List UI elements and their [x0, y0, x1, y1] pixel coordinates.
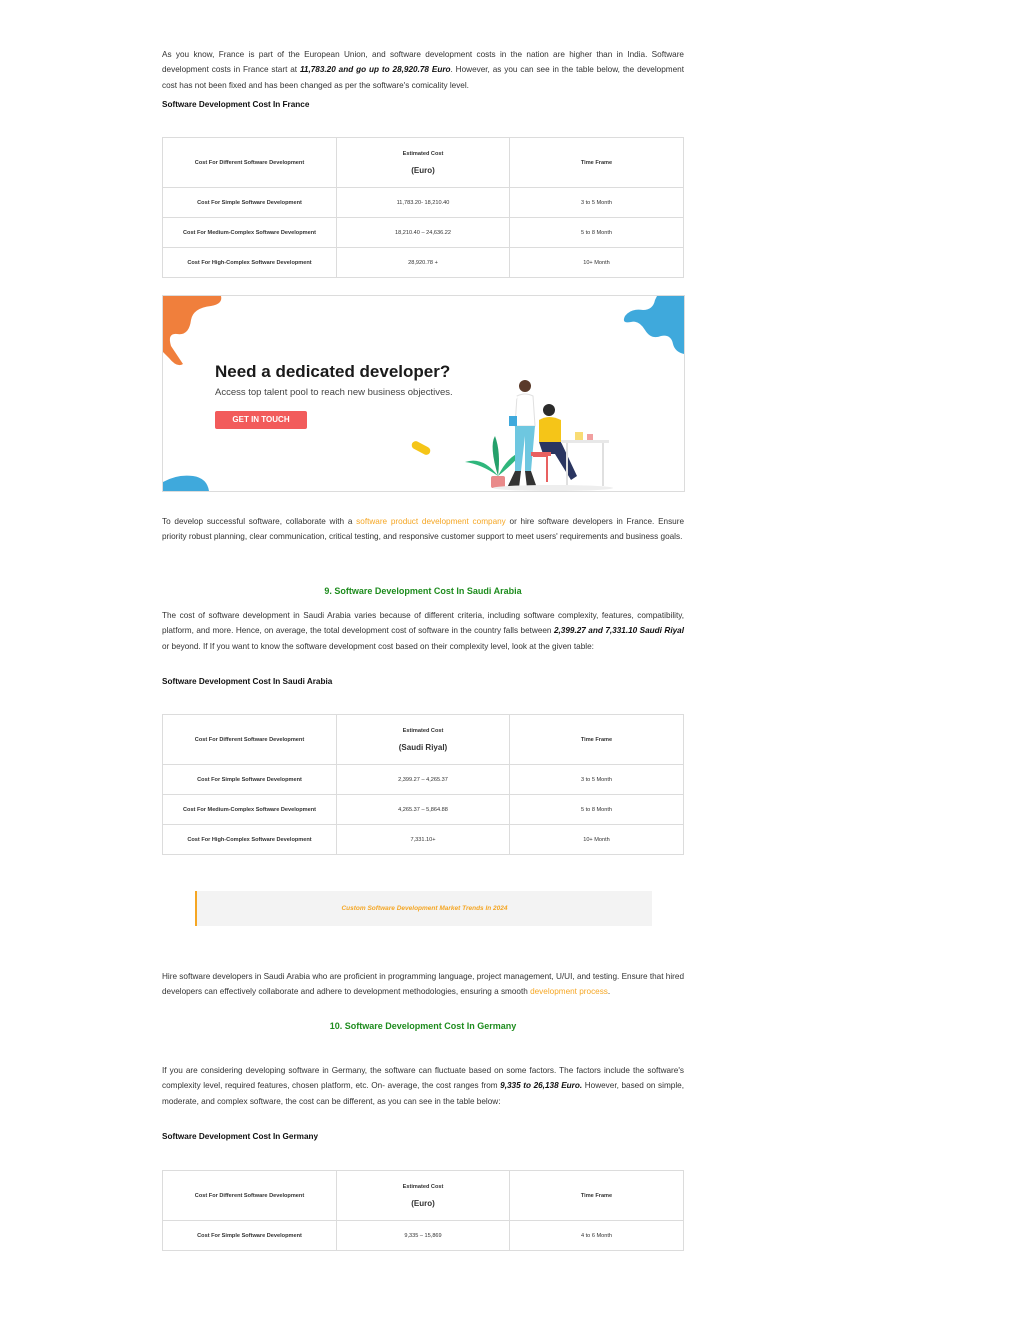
row-label: Cost For Medium-Complex Software Development	[163, 795, 337, 825]
row-cost: 28,920.78 +	[337, 248, 510, 278]
row-label: Cost For High-Complex Software Development	[163, 248, 337, 278]
row-time: 5 to 8 Month	[510, 218, 684, 248]
row-label: Cost For Simple Software Development	[163, 765, 337, 795]
col-header-type: Cost For Different Software Development	[163, 1171, 337, 1221]
col-header-cost: Estimated Cost (Euro)	[337, 138, 510, 188]
hire-developer-banner[interactable]	[162, 295, 685, 492]
germany-table-title: Software Development Cost In Germany	[162, 1132, 319, 1141]
saudi-cost-highlight: 2,399.27 and 7,331.10 Saudi Riyal	[553, 626, 684, 636]
row-time: 5 to 8 Month	[510, 795, 684, 825]
col-header-cost: Estimated Cost (Saudi Riyal)	[337, 715, 510, 765]
france-table-title: Software Development Cost In France	[162, 100, 310, 109]
row-cost: 7,331.10+	[337, 825, 510, 855]
germany-cost-table	[162, 1170, 684, 1251]
row-cost: 11,783.20- 18,210.40	[337, 188, 510, 218]
row-cost: 9,335 – 15,869	[337, 1221, 510, 1251]
col-header-time: Time Frame	[510, 138, 684, 188]
france-cost-highlight: 11,783.20 and go up to 28,920.78 Euro	[299, 65, 451, 75]
table-header-row	[163, 138, 684, 188]
row-time: 3 to 5 Month	[510, 188, 684, 218]
saudi-cost-table	[162, 714, 684, 855]
germany-cost-highlight: 9,335 to 26,138 Euro.	[500, 1081, 583, 1091]
col-header-type: Cost For Different Software Development	[163, 138, 337, 188]
market-trends-link[interactable]: Custom Software Development Market Trends In 2024	[341, 905, 508, 912]
table-row	[163, 188, 684, 218]
get-in-touch-button[interactable]: GET IN TOUCH	[215, 411, 307, 429]
market-trends-callout	[195, 891, 652, 926]
yellow-pill-shape	[410, 440, 431, 456]
banner-subtitle: Access top talent pool to reach new business objectives.	[215, 387, 453, 398]
orange-splash-shape	[163, 296, 221, 365]
col-header-time: Time Frame	[510, 715, 684, 765]
france-cost-table	[162, 137, 684, 278]
saudi-section-heading: 9. Software Development Cost In Saudi Arabia	[324, 586, 522, 596]
row-time: 3 to 5 Month	[510, 765, 684, 795]
row-time: 10+ Month	[510, 248, 684, 278]
france-outro: To develop successful software, collaborate with a software product development company or hire software developers in France. Ensure priority robust planning, clear communication, critical testing, and responsive customer support to meet users' requirements and business goals.	[162, 517, 685, 542]
germany-section-heading: 10. Software Development Cost In Germany	[329, 1021, 517, 1031]
row-cost: 2,399.27 – 4,265.37	[337, 765, 510, 795]
germany-intro: If you are considering developing software in Germany, the software can fluctuate based on some factors. The factors include the software's complexity level, required features, chosen platform, etc. On- average, the cost ranges from 9,335 to 26,138 Euro. However, based on simple, moderate, and complex software, the cost can be different, as you can see in the table below:	[162, 1066, 684, 1106]
table-row	[163, 765, 684, 795]
saudi-outro: Hire software developers in Saudi Arabia who are proficient in programming language, project management, U/UI, and testing. Ensure that hired developers can effectively collaborate and adhere to development methodologies, ensuring a smooth development process.	[162, 972, 684, 997]
row-cost: 18,210.40 – 24,636.22	[337, 218, 510, 248]
row-label: Cost For Medium-Complex Software Development	[163, 218, 337, 248]
table-header-row	[163, 1171, 684, 1221]
blue-corner-shape	[163, 476, 209, 491]
banner-title: Need a dedicated developer?	[215, 362, 451, 381]
saudi-intro: The cost of software development in Saudi Arabia varies because of different criteria, including software complexity, features, compatibility, platform, and more. Hence, on average, the total development cost of software in the country falls between 2,399.27 and 7,331.10 Saudi Riyal or beyond. If If you want to know the software development cost based on their complexity level, look at the given table:	[162, 611, 684, 651]
table-header-row	[163, 715, 684, 765]
col-header-time: Time Frame	[510, 1171, 684, 1221]
row-label: Cost For Simple Software Development	[163, 1221, 337, 1251]
table-row	[163, 218, 684, 248]
row-time: 10+ Month	[510, 825, 684, 855]
row-label: Cost For High-Complex Software Development	[163, 825, 337, 855]
france-intro: As you know, France is part of the European Union, and software development costs in the nation are higher than in India. Software development costs in France start at 11,783.20 and go up to 28,920.78 Euro. However, as you can see in the table below, the development cost has not been fixed and has been changed as per the software's comicality level.	[162, 50, 684, 90]
table-row	[163, 248, 684, 278]
row-cost: 4,265.37 – 5,864.88	[337, 795, 510, 825]
software-product-company-link[interactable]: software product development company	[356, 517, 506, 526]
row-label: Cost For Simple Software Development	[163, 188, 337, 218]
development-process-link[interactable]: development process	[530, 987, 608, 997]
table-row	[163, 1221, 684, 1251]
row-time: 4 to 6 Month	[510, 1221, 684, 1251]
table-row	[163, 825, 684, 855]
saudi-table-title: Software Development Cost In Saudi Arabia	[162, 677, 333, 686]
col-header-cost: Estimated Cost (Euro)	[337, 1171, 510, 1221]
table-row	[163, 795, 684, 825]
blue-splash-shape	[624, 296, 684, 354]
col-header-type: Cost For Different Software Development	[163, 715, 337, 765]
